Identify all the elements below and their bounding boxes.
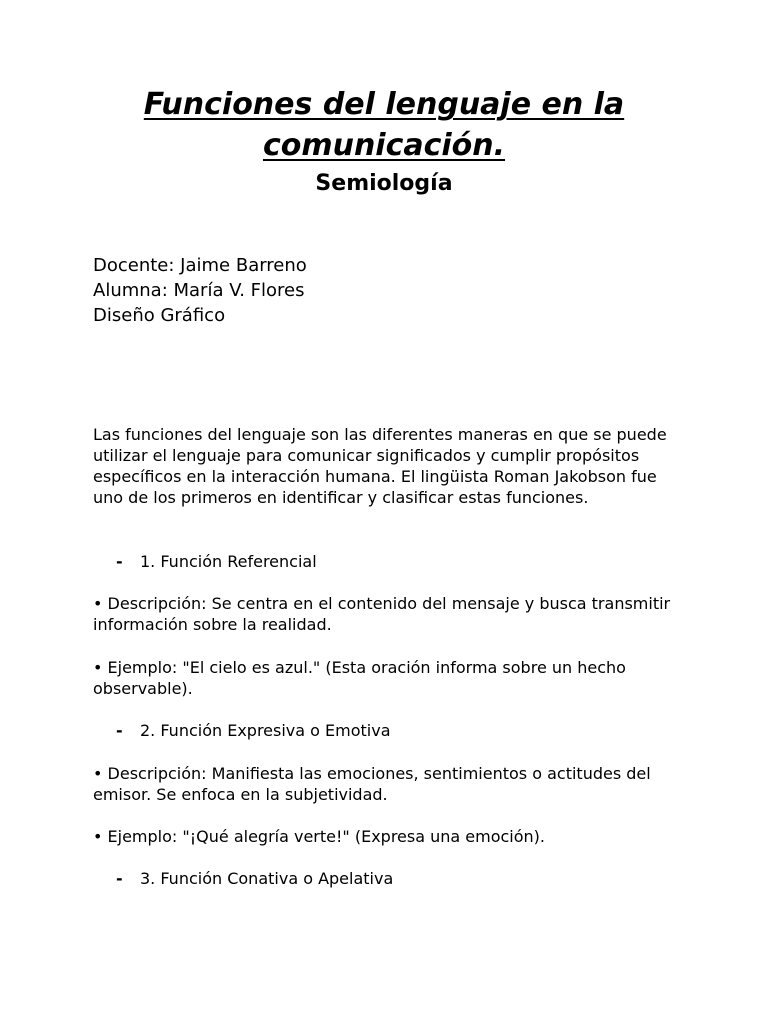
- program-line: Diseño Gráfico: [93, 305, 226, 326]
- author-info: [93, 253, 307, 328]
- section-heading-label: 1. Función Referencial: [140, 552, 317, 571]
- section-heading-1: [116, 551, 317, 572]
- title-line-2: comunicación.: [262, 128, 506, 163]
- section-heading-3: [116, 868, 393, 889]
- section-1-example: • Ejemplo: "El cielo es azul." (Esta oración informa sobre un hecho observable).: [93, 658, 626, 698]
- section-1-description: • Descripción: Se centra en el contenido del mensaje y busca transmitir información sobre la realidad.: [93, 594, 671, 634]
- section-heading-label: 2. Función Expresiva o Emotiva: [140, 721, 391, 740]
- document-subtitle: Semiología: [315, 171, 453, 196]
- section-2-description: • Descripción: Manifiesta las emociones, sentimientos o actitudes del emisor. Se enfoca en la subjetividad.: [93, 764, 651, 804]
- document-title: [60, 84, 708, 166]
- list-dash: -: [116, 552, 123, 571]
- list-dash: -: [116, 869, 123, 888]
- section-heading-2: [116, 720, 391, 741]
- section-heading-label: 3. Función Conativa o Apelativa: [140, 869, 394, 888]
- section-2-example: • Ejemplo: "¡Qué alegría verte!" (Expresa una emoción).: [93, 827, 546, 846]
- student-line: Alumna: María V. Flores: [93, 280, 305, 301]
- list-dash: -: [116, 721, 123, 740]
- title-line-1: Funciones del lenguaje en la: [143, 87, 625, 122]
- intro-paragraph: Las funciones del lenguaje son las diferentes maneras en que se puede utilizar el lenguaje para comunicar significados y cumplir propósitos específicos en la interacción humana. El lingüista Roman Jakobson fue uno de los primeros en identificar y clasificar estas funciones.: [93, 425, 667, 507]
- teacher-line: Docente: Jaime Barreno: [93, 255, 307, 276]
